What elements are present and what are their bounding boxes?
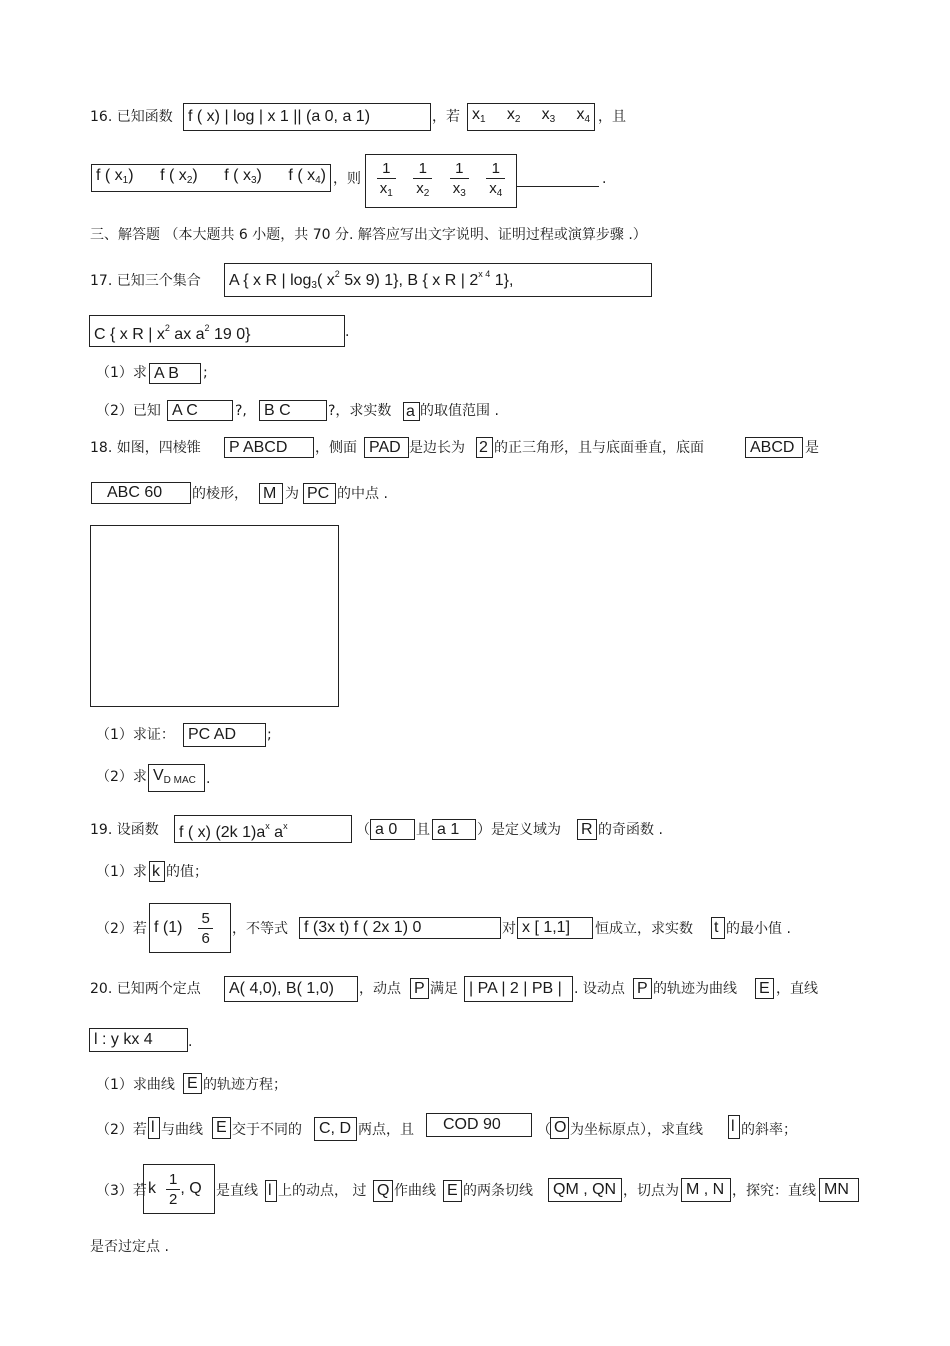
q19-and: 且 (416, 822, 430, 838)
q20-P-2: P (633, 978, 652, 999)
q19-inequality: f (3x t) f ( 2x 1) 0 (299, 917, 501, 939)
q18-midpoint: 的中点 . (337, 486, 388, 502)
q19-paren: （ (356, 822, 370, 838)
q18-semicolon: ; (267, 727, 272, 743)
q20-part1-end: 的轨迹方程； (203, 1077, 287, 1093)
q16-then: ，则 (333, 171, 361, 187)
q20-origin: 为坐标原点），求直线 (570, 1122, 703, 1138)
q16-x-order-box (467, 103, 595, 131)
q19-cond-a-positive: a 0 (370, 819, 415, 840)
q20-moving-point: 上的动点， 过 (278, 1183, 367, 1199)
q18-volume: $V_{D MAC}$ (148, 764, 205, 792)
q20-angle-COD: COD 90 (426, 1113, 532, 1137)
q20-explore: ，探究：直线 (732, 1183, 816, 1199)
q18-is: 是 (805, 440, 819, 456)
q18-point-M: M (259, 483, 283, 504)
q20-trajectory-of: 的轨迹为曲线 (653, 981, 737, 997)
q19-prefix: 19. 设函数 (90, 822, 159, 838)
q17-prefix: 17. 已知三个集合 (90, 273, 201, 289)
q20-O: O (550, 1117, 569, 1139)
q20-with-curve: 与曲线 (161, 1122, 203, 1138)
q16-recip-x1: $\frac{1}{x_1}$ (377, 160, 396, 202)
q17-part1-prefix: （1）求 (96, 365, 147, 381)
q19-inequality-label: ，不等式 (232, 921, 288, 937)
q18-segment-PC: PC (303, 483, 336, 504)
q16-fx2: f ( $x_2$) (160, 166, 198, 186)
q17-a: a (403, 402, 420, 421)
q20-E-3: E (212, 1117, 231, 1139)
q20-P: P (410, 978, 429, 999)
q18-PC-perp-AD: PC AD (183, 723, 266, 747)
q20-tangent-points: ，切点为 (623, 1183, 679, 1199)
q20-draw: 作曲线 (394, 1183, 436, 1199)
q17-set-C-box (89, 315, 345, 347)
q20-line-label: ，直线 (776, 981, 818, 997)
q17-part1-end: ; (203, 365, 208, 381)
q16-function-box (183, 103, 431, 131)
q18-pyramid: P ABCD (224, 437, 314, 458)
q17-B-intersect-C: B C (259, 400, 327, 421)
q17-sets-AB-box (224, 263, 652, 297)
q20-prefix: 20. 已知两个定点 (90, 981, 201, 997)
q19-interval: x [ 1,1] (517, 917, 593, 939)
q19-part1-end: 的值； (166, 864, 208, 880)
q16-fx1: f ( $x_1$) (96, 166, 134, 186)
q16-and: ，且 (598, 109, 626, 125)
q20-moving: ，动点 (359, 981, 401, 997)
q16-recip-x4: $\frac{1}{x_4}$ (486, 160, 505, 202)
q16-f-equal-box (91, 164, 331, 192)
section-3-heading: 三、解答题 （本大题共 6 小题，共 70 分. 解答应写出文字说明、证明过程或演算步骤 .） (90, 227, 647, 243)
q20-intersect: 交于不同的 (232, 1122, 302, 1138)
q18-for: 为 (285, 486, 299, 502)
q19-part1-prefix: （1）求 (96, 864, 147, 880)
q16-recip-x3: $\frac{1}{x_3}$ (450, 160, 469, 202)
q20-l-3: l (728, 1115, 740, 1139)
q20-part3-prefix: （3）若 (96, 1183, 147, 1199)
q16-x3: $x_3$ (541, 105, 556, 125)
q19-domain: ）是定义域为 (477, 822, 561, 838)
q20-satisfy: 满足 (430, 981, 458, 997)
q16-recip-x2: $\frac{1}{x_2}$ (413, 160, 432, 202)
q16-answer-blank[interactable] (517, 186, 599, 187)
q18-part1-prefix: （1）求证： (96, 727, 175, 743)
q18-face-PAD: PAD (364, 437, 409, 458)
q17-set-C: C { x R | $x^2$ ax $a^2$ 19 0} (94, 322, 251, 343)
q16-reciprocal-sum-box (365, 154, 517, 208)
q16-fx3: f ( $x_3$) (224, 166, 262, 186)
q18-side: ，侧面 (315, 440, 357, 456)
q20-l-4: l (265, 1180, 277, 1202)
q16-fx4: f ( $x_4$) (288, 166, 326, 186)
q19-part2-prefix: （2）若 (96, 921, 147, 937)
q17-A-intersect-B: A B (149, 363, 201, 384)
q20-lparen: （ (537, 1122, 551, 1138)
q16-x4: $x_4$ (576, 105, 590, 125)
q20-fixed-points: A( 4,0), B( 1,0) (224, 976, 358, 1002)
q19-f1-value: f (1) $\frac{5}{6}$ (149, 903, 231, 953)
q17-A-intersect-C: A C (167, 400, 233, 421)
q20-MN: MN (819, 1178, 859, 1202)
q19-k: k (149, 861, 165, 882)
q18-edge: 是边长为 (409, 440, 465, 456)
q20-Q: Q (373, 1180, 393, 1202)
q20-line-l: l : y kx 4 (89, 1028, 188, 1052)
q19-cond-a-not-1: a 1 (432, 819, 476, 840)
q17-part2-mid: ?，求实数 (328, 403, 392, 419)
q17-dot: . (345, 324, 350, 340)
q20-part1-prefix: （1）求曲线 (96, 1077, 175, 1093)
q20-on-line: 是直线 (216, 1183, 258, 1199)
q19-always: 恒成立，求实数 (595, 921, 693, 937)
q20-E-2: E (183, 1073, 202, 1094)
q20-E: E (755, 978, 774, 999)
q18-prefix: 18. 如图，四棱锥 (90, 440, 201, 456)
q20-traj: . 设动点 (574, 981, 625, 997)
q20-l-2: l (148, 1117, 160, 1139)
q19-R: R (577, 819, 597, 840)
q19-t: t (711, 917, 725, 939)
q16-function: f ( x) | log | x 1 || (a 0, a 1) (188, 108, 371, 125)
q18-triangle: 的正三角形，且与底面垂直，底面 (494, 440, 704, 456)
q16-end: . (602, 171, 607, 187)
q20-slope: 的斜率； (741, 1122, 797, 1138)
q20-CD: C, D (314, 1117, 357, 1141)
q20-dot: . (188, 1034, 193, 1050)
q20-QM-QN: QM , QN (548, 1178, 622, 1202)
q18-length-2: 2 (476, 437, 493, 458)
q18-base-ABCD: ABCD (745, 437, 803, 458)
q19-min: 的最小值 . (726, 921, 791, 937)
q16-x1: $x_1$ (472, 105, 486, 125)
q20-M-N: M , N (681, 1178, 731, 1202)
q18-part2-prefix: （2）求 (96, 769, 147, 785)
q18-angle-ABC: ABC 60 (91, 482, 191, 504)
q17-empty-1: ?, (235, 403, 247, 419)
q19-function: f ( x) (2k $1)a^x$ $a^x$ (174, 815, 352, 843)
q16-prefix: 16. 已知函数 (90, 109, 173, 125)
q20-E-4: E (443, 1180, 462, 1202)
q17-part2-prefix: （2）已知 (96, 403, 161, 419)
q20-point-Q: k $\frac{1}{2}$ , Q (143, 1164, 215, 1214)
q19-for: 对 (502, 921, 516, 937)
q19-odd: 的奇函数 . (598, 822, 663, 838)
q17-set-A: A { x R | $\log_3$( $x^2$ 5x 9) 1}, B { x R | $2^{x 4}$ 1}, (229, 269, 514, 291)
q20-two-points: 两点，且 (358, 1122, 414, 1138)
q16-x2: $x_2$ (506, 105, 521, 125)
q20-tangents: 的两条切线 (463, 1183, 533, 1199)
q20-condition: | PA | 2 | PB | (464, 976, 573, 1002)
q20-part2-prefix: （2）若 (96, 1122, 147, 1138)
q17-part2-end: 的取值范围 . (420, 403, 499, 419)
q18-rhombus: 的棱形， (192, 486, 248, 502)
q18-figure-placeholder (90, 525, 339, 707)
q18-dot: . (206, 771, 211, 787)
q16-if: ，若 (432, 109, 460, 125)
q20-fixed-point: 是否过定点 . (90, 1239, 169, 1255)
